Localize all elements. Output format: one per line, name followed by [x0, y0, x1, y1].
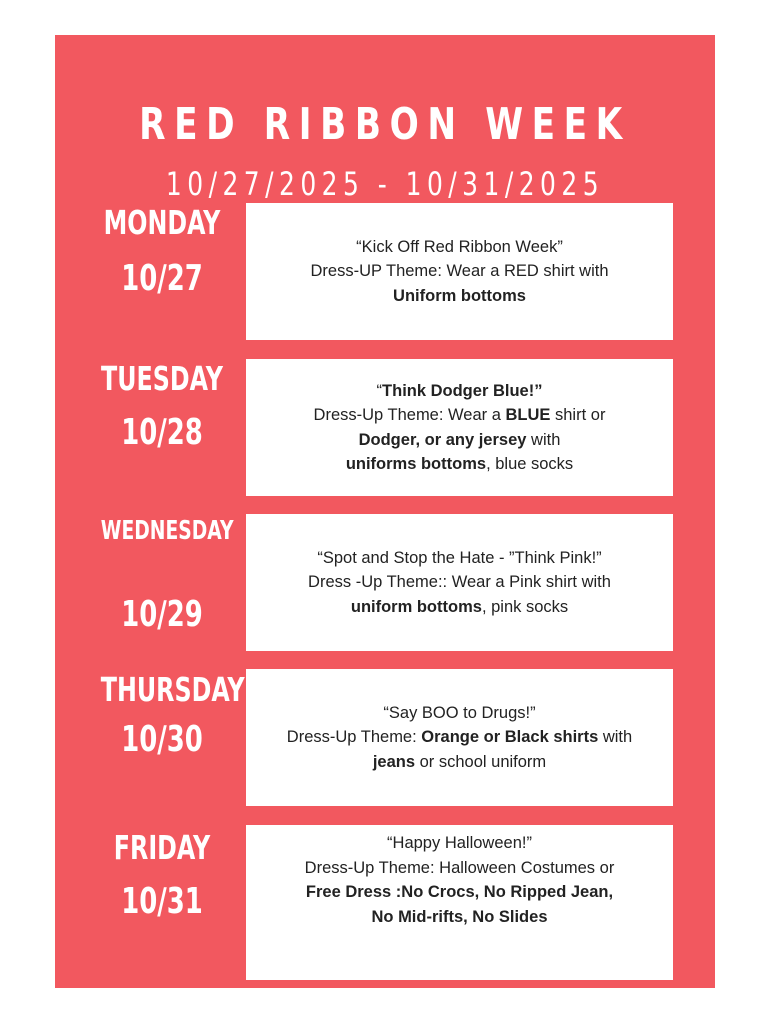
day-extra: Dodger, or any jersey with: [358, 430, 561, 449]
poster: [55, 35, 715, 988]
day-name-wednesday: WEDNESDAY: [100, 516, 234, 546]
day-card-friday: [246, 825, 673, 980]
day-extra: Uniform bottoms: [393, 286, 526, 305]
day-theme: Dress-UP Theme: Wear a RED shirt with: [310, 262, 609, 281]
poster-date-range: 10/27/2025 - 10/31/2025: [165, 165, 605, 203]
day-quote: “Say BOO to Drugs!”: [383, 703, 536, 722]
day-name-friday: FRIDAY: [113, 828, 211, 867]
poster-title: RED RIBBON WEEK: [139, 99, 631, 150]
day-date-monday: 10/27: [121, 258, 203, 299]
day-extra: Free Dress :No Crocs, No Ripped Jean,: [305, 883, 614, 901]
day-extra-2: uniforms bottoms, blue socks: [345, 455, 574, 473]
day-theme: Dress-Up Theme: Wear a BLUE shirt or: [313, 406, 606, 424]
day-card-thursday: [246, 669, 673, 806]
day-quote: “Kick Off Red Ribbon Week”: [356, 237, 563, 256]
day-date-thursday: 10/30: [121, 719, 203, 760]
day-name-thursday: THURSDAY: [100, 670, 245, 709]
day-quote: “Spot and Stop the Hate - ”Think Pink!”: [317, 548, 602, 567]
day-theme: Dress -Up Theme:: Wear a Pink shirt with: [308, 573, 611, 592]
day-card-tuesday: [246, 359, 673, 496]
day-extra: uniform bottoms, pink socks: [350, 597, 569, 616]
day-name-monday: MONDAY: [103, 203, 221, 242]
day-date-friday: 10/31: [121, 881, 203, 922]
day-card-wednesday: [246, 514, 673, 651]
day-quote: “Think Dodger Blue!”: [376, 381, 543, 400]
day-date-wednesday: 10/29: [121, 594, 203, 635]
day-card-monday: [246, 203, 673, 340]
day-quote: “Happy Halloween!”: [387, 834, 532, 852]
day-extra: jeans or school uniform: [372, 752, 547, 771]
day-date-tuesday: 10/28: [121, 412, 203, 453]
day-theme: Dress-Up Theme: Orange or Black shirts with: [286, 728, 633, 747]
day-name-tuesday: TUESDAY: [101, 359, 223, 398]
day-theme: Dress-Up Theme: Halloween Costumes or: [304, 858, 615, 877]
day-extra-2: No Mid-rifts, No Slides: [371, 907, 548, 926]
